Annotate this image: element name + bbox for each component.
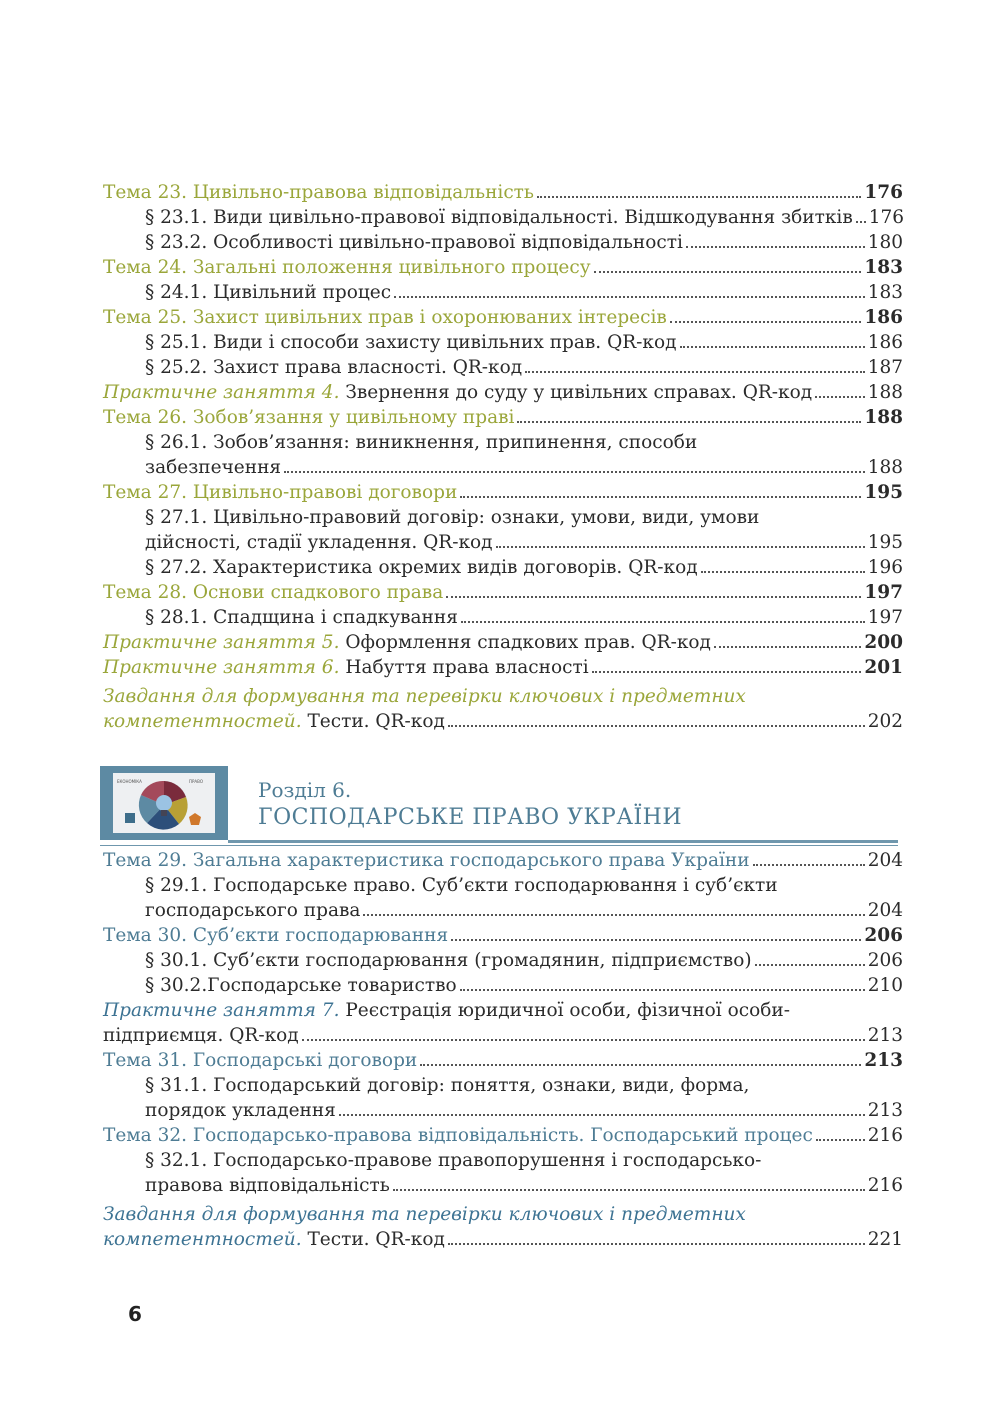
page-ref: 204 xyxy=(867,850,903,871)
page-ref: 216 xyxy=(867,1125,903,1146)
dot-leader xyxy=(496,546,865,548)
page-ref: 188 xyxy=(864,407,903,428)
toc-label: Тема 27. Цивільно-правові договори xyxy=(103,482,458,503)
toc-line: § 29.1. Господарське право. Суб’єкти господарювання і суб’єкти xyxy=(145,875,778,896)
toc-label: правова відповідальність xyxy=(145,1175,390,1196)
toc-topic-entry xyxy=(103,180,903,205)
toc-row xyxy=(145,948,903,973)
toc-row xyxy=(145,280,903,305)
dot-leader xyxy=(525,371,865,373)
dot-leader xyxy=(302,1039,865,1041)
page-ref: 195 xyxy=(867,532,903,553)
toc-row xyxy=(103,180,903,205)
toc-row xyxy=(103,255,903,280)
task-title: Тести. QR-код xyxy=(301,711,445,732)
toc-task-entry xyxy=(103,1202,903,1252)
toc-topic-entry xyxy=(103,255,903,280)
dot-leader xyxy=(594,271,862,273)
page-ref: 195 xyxy=(864,482,903,503)
toc-practice-entry xyxy=(103,380,903,405)
toc-label xyxy=(103,630,711,655)
toc-subsection-entry xyxy=(103,555,903,580)
dot-leader xyxy=(755,964,865,966)
practice-label: Практичне заняття 6. xyxy=(103,657,340,678)
dot-leader xyxy=(420,1064,861,1066)
dot-leader xyxy=(714,646,861,648)
toc-row xyxy=(103,630,903,655)
page-ref: 176 xyxy=(868,207,905,228)
page-ref: 197 xyxy=(867,607,903,628)
section-rule-thin xyxy=(100,845,898,846)
toc-label: дійсності, стадії укладення. QR-код xyxy=(145,532,493,553)
page-ref: 176 xyxy=(864,182,903,203)
toc-row xyxy=(103,405,903,430)
practice-label: Практичне заняття 7. xyxy=(103,1000,340,1021)
toc-label: § 27.2. Характеристика окремих видів договорів. QR-код xyxy=(145,557,698,578)
page-ref: 202 xyxy=(867,711,903,732)
dot-leader xyxy=(394,296,865,298)
page-ref: 188 xyxy=(867,382,903,403)
toc-label xyxy=(103,655,589,680)
toc-row xyxy=(103,305,903,330)
toc-topic-entry xyxy=(103,405,903,430)
page-number: 6 xyxy=(128,1302,142,1326)
practice-title: Реєстрація юридичної особи, фізичної особи- xyxy=(339,1000,790,1021)
toc-topic-entry xyxy=(103,848,903,873)
toc-label: Тема 28. Основи спадкового права xyxy=(103,582,444,603)
dot-leader xyxy=(393,1189,865,1191)
toc-practice-entry xyxy=(103,998,903,1048)
page-ref: 204 xyxy=(867,900,903,921)
page-ref: 206 xyxy=(867,950,903,971)
page-ref: 213 xyxy=(864,1050,903,1071)
toc-practice-entry xyxy=(103,630,903,655)
page-ref: 197 xyxy=(864,582,903,603)
dot-leader xyxy=(753,864,865,866)
toc-label: Тема 23. Цивільно-правова відповідальність xyxy=(103,182,534,203)
page-ref: 183 xyxy=(867,282,903,303)
section-number: Розділ 6. xyxy=(258,778,352,802)
toc-row xyxy=(145,530,903,555)
toc-label xyxy=(103,1227,445,1252)
toc-label xyxy=(103,709,445,734)
toc-label: § 30.2.Господарське товариство xyxy=(145,975,457,996)
toc-label: Тема 29. Загальна характеристика господарського права України xyxy=(103,850,750,871)
toc-label: § 24.1. Цивільний процес xyxy=(145,282,392,303)
toc-row xyxy=(145,230,903,255)
dot-leader xyxy=(592,671,862,673)
toc-section-5 xyxy=(103,180,903,734)
task-line: Завдання для формування та перевірки ключових і предметних xyxy=(103,1204,746,1225)
toc-subsection-entry xyxy=(103,230,903,255)
toc-task-entry xyxy=(103,684,903,734)
toc-practice-entry xyxy=(103,655,903,680)
page-ref: 196 xyxy=(867,557,903,578)
toc-label: підприємця. QR-код xyxy=(103,1025,299,1046)
toc-label: § 23.1. Види цивільно-правової відповідальності. Відшкодування збитків xyxy=(145,207,853,228)
toc-line: § 31.1. Господарський договір: поняття, ознаки, види, форма, xyxy=(145,1075,750,1096)
page-ref: 183 xyxy=(864,257,903,278)
dot-leader xyxy=(460,989,865,991)
dot-leader xyxy=(448,725,865,727)
section-illustration xyxy=(100,766,228,840)
page-ref: 200 xyxy=(864,632,903,653)
toc-row xyxy=(145,1173,903,1198)
toc-row xyxy=(103,1048,903,1073)
toc-label: § 30.1. Суб’єкти господарювання (громадянин, підприємство) xyxy=(145,950,752,971)
toc-row xyxy=(145,973,903,998)
practice-label: Практичне заняття 4. xyxy=(103,382,340,403)
toc-label: § 25.1. Види і способи захисту цивільних прав. QR-код xyxy=(145,332,677,353)
toc-row xyxy=(103,1023,903,1048)
dot-leader xyxy=(537,196,861,198)
page-ref: 201 xyxy=(864,657,903,678)
dot-leader xyxy=(460,496,861,498)
toc-row xyxy=(103,380,903,405)
toc-line: § 27.1. Цивільно-правовий договір: ознаки, умови, види, умови xyxy=(145,507,760,528)
dot-leader xyxy=(451,939,861,941)
page-ref: 213 xyxy=(867,1100,903,1121)
page-ref: 188 xyxy=(867,457,903,478)
toc-topic-entry xyxy=(103,923,903,948)
dot-leader xyxy=(670,321,862,323)
toc-label: Тема 26. Зобов’язання у цивільному праві xyxy=(103,407,515,428)
task-title: Тести. QR-код xyxy=(301,1229,445,1250)
task-label: компетентностей. xyxy=(103,711,302,732)
toc-topic-entry xyxy=(103,305,903,330)
page-ref: 213 xyxy=(867,1025,903,1046)
toc-row xyxy=(145,355,903,380)
toc-label: господарського права xyxy=(145,900,361,921)
toc-topic-entry xyxy=(103,1048,903,1073)
task-label: компетентностей. xyxy=(103,1229,302,1250)
toc-row xyxy=(103,923,903,948)
page-ref: 186 xyxy=(867,332,903,353)
toc-topic-entry xyxy=(103,1123,903,1148)
toc-row xyxy=(103,1123,903,1148)
toc-row xyxy=(103,655,903,680)
toc-subsection-entry xyxy=(103,873,903,923)
dot-leader xyxy=(680,346,865,348)
dot-leader xyxy=(856,221,866,223)
toc-row xyxy=(145,455,903,480)
toc-row xyxy=(145,330,903,355)
dot-leader xyxy=(461,621,865,623)
toc-subsection-entry xyxy=(103,605,903,630)
page-ref: 186 xyxy=(864,307,903,328)
toc-topic-entry xyxy=(103,480,903,505)
toc-label: Тема 32. Господарсько-правова відповідальність. Господарський процес xyxy=(103,1125,813,1146)
toc-line xyxy=(103,998,903,1023)
toc-subsection-entry xyxy=(103,973,903,998)
toc-section-6 xyxy=(103,848,903,1252)
practice-label: Практичне заняття 5. xyxy=(103,632,340,653)
page-ref: 221 xyxy=(867,1229,903,1250)
svg-text:ЕКОНОМІКА: ЕКОНОМІКА xyxy=(117,779,142,784)
toc-subsection-entry xyxy=(103,355,903,380)
toc-line: § 26.1. Зобов’язання: виникнення, припинення, способи xyxy=(145,432,698,453)
dot-leader xyxy=(517,421,861,423)
dot-leader xyxy=(363,914,864,916)
toc-row xyxy=(103,580,903,605)
toc-label xyxy=(103,380,812,405)
toc-row xyxy=(103,1227,903,1252)
toc-subsection-entry xyxy=(103,505,903,555)
dot-leader xyxy=(686,246,865,248)
svg-text:ПРАВО: ПРАВО xyxy=(189,779,204,784)
dot-leader xyxy=(815,396,865,398)
toc-row xyxy=(103,709,903,734)
toc-label: § 28.1. Спадщина і спадкування xyxy=(145,607,458,628)
toc-label: порядок укладення xyxy=(145,1100,336,1121)
page-ref: 210 xyxy=(867,975,903,996)
toc-topic-entry xyxy=(103,580,903,605)
toc-row xyxy=(145,205,903,230)
toc-subsection-entry xyxy=(103,430,903,480)
dot-leader xyxy=(446,596,861,598)
toc-label: Тема 24. Загальні положення цивільного процесу xyxy=(103,257,591,278)
toc-row xyxy=(103,480,903,505)
practice-title: Звернення до суду у цивільних справах. QR-код xyxy=(339,382,813,403)
section-header xyxy=(100,766,898,842)
dot-leader xyxy=(339,1114,865,1116)
dot-leader xyxy=(284,471,865,473)
toc-subsection-entry xyxy=(103,1148,903,1198)
toc-subsection-entry xyxy=(103,1073,903,1123)
toc-subsection-entry xyxy=(103,330,903,355)
dot-leader xyxy=(816,1139,865,1141)
task-line: Завдання для формування та перевірки ключових і предметних xyxy=(103,686,746,707)
toc-label: Тема 25. Захист цивільних прав і охоронюваних інтересів xyxy=(103,307,667,328)
toc-row xyxy=(145,605,903,630)
toc-label: Тема 30. Суб’єкти господарювання xyxy=(103,925,449,946)
toc-label: § 25.2. Захист права власності. QR-код xyxy=(145,357,523,378)
toc-subsection-entry xyxy=(103,948,903,973)
dot-leader xyxy=(701,571,865,573)
toc-row xyxy=(145,555,903,580)
toc-label: § 23.2. Особливості цивільно-правової відповідальності xyxy=(145,232,683,253)
toc-subsection-entry xyxy=(103,205,903,230)
page-ref: 180 xyxy=(867,232,903,253)
toc-subsection-entry xyxy=(103,280,903,305)
page-ref: 206 xyxy=(864,925,903,946)
section-name: ГОСПОДАРСЬКЕ ПРАВО УКРАЇНИ xyxy=(258,805,683,830)
dot-leader xyxy=(448,1243,865,1245)
page-ref: 216 xyxy=(867,1175,903,1196)
toc-line: § 32.1. Господарсько-правове правопорушення і господарсько- xyxy=(145,1150,762,1171)
practice-title: Оформлення спадкових прав. QR-код xyxy=(339,632,711,653)
toc-row xyxy=(103,848,903,873)
toc-row xyxy=(145,898,903,923)
toc-row xyxy=(145,1098,903,1123)
section-title xyxy=(258,776,682,832)
practice-title: Набуття права власності xyxy=(339,657,589,678)
section-rule xyxy=(228,840,898,843)
page-ref: 187 xyxy=(867,357,903,378)
toc-label: Тема 31. Господарські договори xyxy=(103,1050,418,1071)
toc-label: забезпечення xyxy=(145,457,282,478)
